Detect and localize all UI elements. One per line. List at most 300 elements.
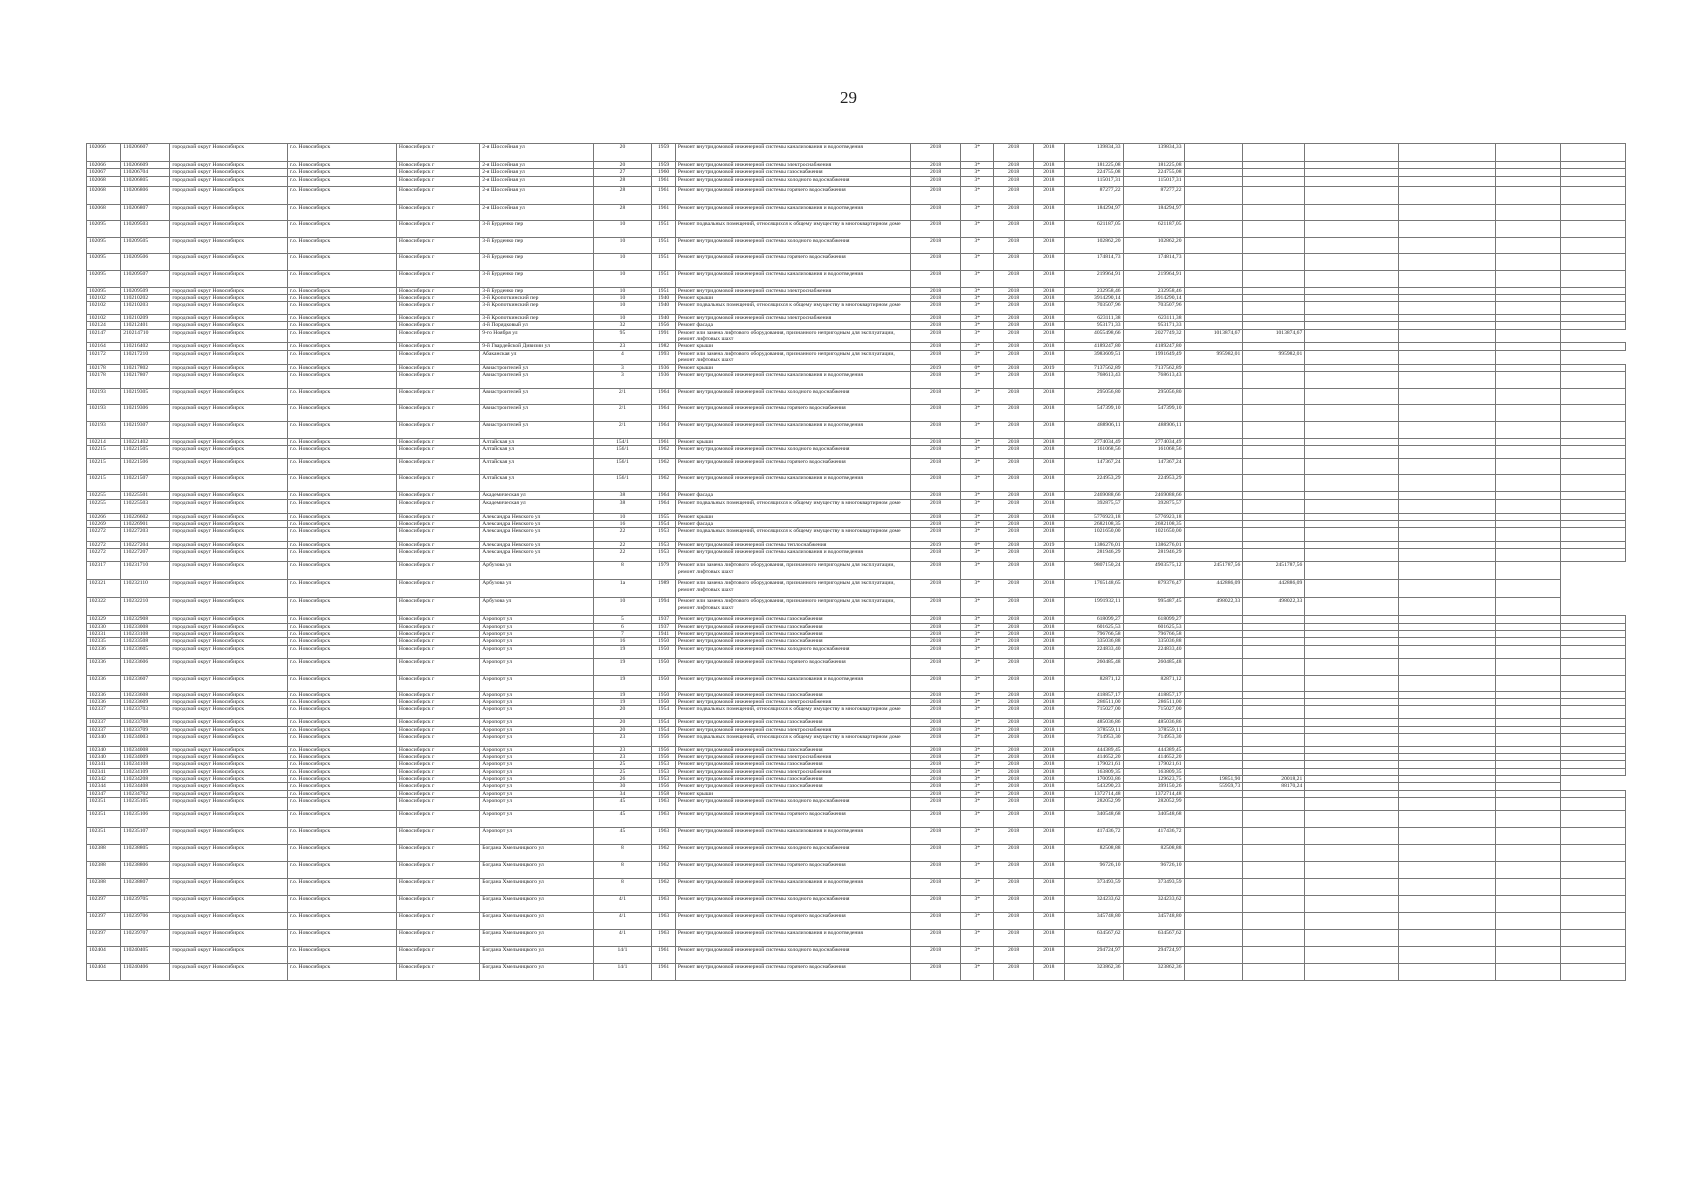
cell-extra-1 [1305,768,1399,775]
cell-fund-amount: 2027749,32 [1123,329,1184,343]
cell-end-year: 2018 [1033,638,1064,645]
cell-extra-4 [1560,726,1625,733]
cell-locality: Новосибирск г [396,287,479,294]
cell-status: 3* [961,706,994,719]
cell-settlement: г.о. Новосибирск [287,176,396,186]
cell-total-cost: 184294,97 [1064,204,1123,220]
cell-extra-1 [1305,645,1399,658]
cell-house-number: 20 [593,706,652,719]
cell-locality: Новосибирск г [396,631,479,638]
cell-locality: Новосибирск г [396,790,479,797]
cell-work-id: 110206807 [121,204,170,220]
cell-extra-3 [1495,768,1560,775]
cell-work-id: 110234408 [121,783,170,790]
cell-extra-1 [1305,776,1399,783]
cell-end-year: 2018 [1033,204,1064,220]
cell-municipality: городской округ Новосибирск [170,691,288,698]
cell-status: 3* [961,144,994,162]
table-row [87,691,1626,698]
cell-settlement: г.о. Новосибирск [287,929,396,946]
cell-house-number: 16 [593,520,652,527]
cell-extra-1 [1305,404,1399,421]
cell-end-year: 2018 [1033,790,1064,797]
cell-extra-2 [1399,645,1495,658]
cell-budget-amount-2 [1243,144,1305,162]
cell-municipality: городской округ Новосибирск [170,912,288,929]
table-row [87,371,1626,388]
cell-work-id: 110206607 [121,144,170,162]
cell-street: 3-й Бурденко пер [480,237,593,253]
cell-budget-amount-2 [1243,371,1305,388]
cell-status: 3* [961,371,994,388]
cell-planned-year: 2018 [910,169,960,176]
cell-locality: Новосибирск г [396,520,479,527]
cell-start-year: 2018 [994,810,1034,827]
cell-municipality: городской округ Новосибирск [170,446,288,459]
cell-municipality: городской округ Новосибирск [170,499,288,513]
cell-start-year: 2018 [994,459,1034,475]
cell-locality: Новосибирск г [396,186,479,204]
cell-status: 3* [961,675,994,691]
cell-extra-3 [1495,645,1560,658]
cell-status: 3* [961,421,994,438]
cell-extra-4 [1560,912,1625,929]
cell-planned-year: 2018 [910,963,960,980]
cell-settlement: г.о. Новосибирск [287,878,396,895]
cell-settlement: г.о. Новосибирск [287,237,396,253]
cell-start-year: 2018 [994,719,1034,726]
table-row [87,719,1626,726]
cell-locality: Новосибирск г [396,343,479,350]
cell-end-year: 2018 [1033,645,1064,658]
cell-extra-3 [1495,220,1560,237]
cell-total-cost: 1386276,01 [1064,542,1123,549]
cell-house-number: 10 [593,237,652,253]
cell-budget-amount-2 [1243,542,1305,549]
cell-settlement: г.о. Новосибирск [287,719,396,726]
cell-build-year: 1964 [652,404,676,421]
cell-settlement: г.о. Новосибирск [287,598,396,616]
cell-work-id: 110219307 [121,421,170,438]
cell-planned-year: 2018 [910,371,960,388]
cell-budget-amount-1 [1184,404,1243,421]
cell-budget-amount-2 [1243,797,1305,810]
cell-work-type: Ремонт внутридомовой инженерной системы канализования и водоотведения [675,421,910,438]
cell-house-id: 102066 [87,162,121,169]
cell-extra-2 [1399,220,1495,237]
cell-build-year: 1950 [652,691,676,698]
cell-total-cost: 715027,00 [1064,706,1123,719]
cell-status: 3* [961,726,994,733]
cell-status: 3* [961,499,994,513]
cell-municipality: городской округ Новосибирск [170,562,288,580]
table-row [87,623,1626,630]
cell-extra-1 [1305,631,1399,638]
cell-extra-4 [1560,421,1625,438]
cell-status: 3* [961,343,994,350]
cell-budget-amount-1 [1184,421,1243,438]
cell-budget-amount-2 [1243,322,1305,329]
cell-street: Аэропорт ул [480,768,593,775]
cell-locality: Новосибирск г [396,294,479,301]
cell-extra-1 [1305,162,1399,169]
cell-total-cost: 634567,62 [1064,929,1123,946]
cell-budget-amount-2 [1243,638,1305,645]
cell-work-id: 110233607 [121,675,170,691]
cell-budget-amount-1 [1184,315,1243,322]
table-row [87,706,1626,719]
cell-locality: Новосибирск г [396,675,479,691]
cell-total-cost: 417436,72 [1064,827,1123,844]
cell-settlement: г.о. Новосибирск [287,499,396,513]
cell-locality: Новосибирск г [396,270,479,287]
cell-budget-amount-1 [1184,513,1243,520]
cell-locality: Новосибирск г [396,421,479,438]
cell-house-number: 45 [593,810,652,827]
cell-street: 9-й Гвардейской Дивизии ул [480,343,593,350]
cell-work-type: Ремонт внутридомовой инженерной системы холодного водоснабжения [675,446,910,459]
table-row [87,350,1626,364]
cell-budget-amount-1 [1184,691,1243,698]
cell-extra-4 [1560,946,1625,963]
cell-start-year: 2018 [994,691,1034,698]
cell-budget-amount-1 [1184,878,1243,895]
cell-extra-1 [1305,733,1399,746]
cell-locality: Новосибирск г [396,658,479,675]
cell-settlement: г.о. Новосибирск [287,186,396,204]
cell-extra-4 [1560,878,1625,895]
cell-extra-1 [1305,371,1399,388]
cell-budget-amount-1 [1184,895,1243,912]
cell-work-id: 110233703 [121,706,170,719]
cell-planned-year: 2018 [910,895,960,912]
cell-house-number: 156/1 [593,475,652,492]
cell-status: 3* [961,761,994,768]
cell-street: Аэропорт ул [480,733,593,746]
cell-build-year: 1963 [652,797,676,810]
cell-total-cost: 163809,35 [1064,768,1123,775]
cell-street: 2-я Шоссейная ул [480,144,593,162]
cell-municipality: городской округ Новосибирск [170,343,288,350]
cell-municipality: городской округ Новосибирск [170,302,288,315]
cell-extra-1 [1305,719,1399,726]
cell-work-id: 110240405 [121,946,170,963]
cell-street: Арбузова ул [480,580,593,598]
cell-work-type: Ремонт внутридомовой инженерной системы канализования и водоотведения [675,371,910,388]
cell-fund-amount: 224833,40 [1123,645,1184,658]
cell-end-year: 2018 [1033,253,1064,270]
cell-planned-year: 2018 [910,719,960,726]
cell-end-year: 2019 [1033,542,1064,549]
cell-extra-1 [1305,929,1399,946]
table-row [87,929,1626,946]
cell-start-year: 2018 [994,287,1034,294]
cell-extra-4 [1560,797,1625,810]
cell-status: 3* [961,562,994,580]
cell-work-id: 110233605 [121,645,170,658]
cell-extra-1 [1305,549,1399,562]
cell-fund-amount: 224755,08 [1123,169,1184,176]
cell-budget-amount-1 [1184,302,1243,315]
cell-municipality: городской округ Новосибирск [170,315,288,322]
cell-budget-amount-1 [1184,963,1243,980]
cell-street: Богдана Хмельницкого ул [480,878,593,895]
cell-budget-amount-2 [1243,220,1305,237]
cell-work-id: 110206704 [121,169,170,176]
table-row [87,844,1626,861]
cell-work-type: Ремонт внутридомовой инженерной системы канализования и водоотведения [675,270,910,287]
cell-extra-1 [1305,204,1399,220]
cell-start-year: 2018 [994,946,1034,963]
cell-build-year: 1954 [652,706,676,719]
cell-extra-1 [1305,861,1399,878]
cell-start-year: 2018 [994,698,1034,705]
cell-extra-1 [1305,542,1399,549]
cell-extra-2 [1399,204,1495,220]
cell-locality: Новосибирск г [396,350,479,364]
cell-work-id: 110233508 [121,638,170,645]
cell-extra-3 [1495,726,1560,733]
cell-planned-year: 2018 [910,438,960,445]
cell-street: 3-й Кропоткинский пер [480,294,593,301]
cell-municipality: городской округ Новосибирск [170,421,288,438]
cell-end-year: 2018 [1033,844,1064,861]
cell-work-type: Ремонт внутридомовой инженерной системы газоснабжения [675,691,910,698]
cell-build-year: 1941 [652,631,676,638]
capital-repair-table-container [86,143,1626,981]
cell-work-type: Ремонт внутридомовой инженерной системы горячего водоснабжения [675,404,910,421]
cell-build-year: 1959 [652,162,676,169]
cell-status: 3* [961,513,994,520]
cell-house-number: 23 [593,746,652,753]
cell-settlement: г.о. Новосибирск [287,169,396,176]
cell-work-type: Ремонт внутридомовой инженерной системы электроснабжения [675,698,910,705]
cell-street: Абаканская ул [480,350,593,364]
cell-house-number: 19 [593,698,652,705]
cell-work-type: Ремонт внутридомовой инженерной системы холодного водоснабжения [675,946,910,963]
table-row [87,438,1626,445]
cell-extra-3 [1495,294,1560,301]
cell-start-year: 2018 [994,421,1034,438]
cell-build-year: 1962 [652,844,676,861]
cell-start-year: 2018 [994,598,1034,616]
cell-municipality: городской округ Новосибирск [170,513,288,520]
cell-start-year: 2018 [994,754,1034,761]
cell-start-year: 2018 [994,675,1034,691]
cell-municipality: городской округ Новосибирск [170,844,288,861]
cell-locality: Новосибирск г [396,499,479,513]
cell-planned-year: 2018 [910,827,960,844]
cell-work-type: Ремонт внутридомовой инженерной системы газоснабжения [675,783,910,790]
cell-total-cost: 1765148,65 [1064,580,1123,598]
cell-extra-2 [1399,542,1495,549]
cell-fund-amount: 547399,10 [1123,404,1184,421]
cell-budget-amount-1 [1184,270,1243,287]
cell-total-cost: 444389,45 [1064,746,1123,753]
cell-settlement: г.о. Новосибирск [287,446,396,459]
cell-house-number: 25 [593,768,652,775]
cell-extra-3 [1495,237,1560,253]
cell-start-year: 2018 [994,706,1034,719]
cell-locality: Новосибирск г [396,598,479,616]
table-row [87,562,1626,580]
cell-extra-1 [1305,302,1399,315]
cell-build-year: 1954 [652,726,676,733]
cell-budget-amount-2 [1243,169,1305,176]
cell-locality: Новосибирск г [396,645,479,658]
cell-budget-amount-1 [1184,492,1243,499]
cell-house-id: 102336 [87,698,121,705]
cell-budget-amount-2 [1243,302,1305,315]
cell-house-number: 28 [593,204,652,220]
cell-house-number: 27 [593,169,652,176]
cell-house-id: 102068 [87,176,121,186]
cell-end-year: 2018 [1033,580,1064,598]
cell-total-cost: 414652,20 [1064,754,1123,761]
cell-status: 3* [961,253,994,270]
cell-municipality: городской округ Новосибирск [170,371,288,388]
cell-budget-amount-2 [1243,719,1305,726]
cell-budget-amount-2 [1243,499,1305,513]
cell-end-year: 2018 [1033,499,1064,513]
cell-locality: Новосибирск г [396,878,479,895]
cell-work-id: 110217210 [121,350,170,364]
cell-extra-4 [1560,542,1625,549]
cell-street: Алтайская ул [480,438,593,445]
cell-extra-3 [1495,162,1560,169]
cell-extra-4 [1560,404,1625,421]
cell-municipality: городской округ Новосибирск [170,176,288,186]
cell-build-year: 1956 [652,322,676,329]
cell-start-year: 2018 [994,580,1034,598]
cell-locality: Новосибирск г [396,438,479,445]
table-row [87,329,1626,343]
cell-fund-amount: 129623,75 [1123,776,1184,783]
cell-start-year: 2018 [994,322,1034,329]
cell-total-cost: 286511,00 [1064,698,1123,705]
cell-work-type: Ремонт внутридомовой инженерной системы горячего водоснабжения [675,658,910,675]
cell-street: 3-й Бурденко пер [480,287,593,294]
cell-status: 3* [961,810,994,827]
cell-status: 3* [961,204,994,220]
cell-locality: Новосибирск г [396,844,479,861]
cell-total-cost: 345748,80 [1064,912,1123,929]
cell-extra-2 [1399,302,1495,315]
cell-house-number: 38 [593,499,652,513]
cell-planned-year: 2018 [910,176,960,186]
cell-total-cost: 543290,23 [1064,783,1123,790]
cell-total-cost: 87277,22 [1064,186,1123,204]
cell-start-year: 2018 [994,162,1034,169]
cell-extra-2 [1399,790,1495,797]
cell-status: 3* [961,459,994,475]
cell-settlement: г.о. Новосибирск [287,623,396,630]
cell-budget-amount-1 [1184,446,1243,459]
cell-budget-amount-2 [1243,459,1305,475]
cell-settlement: г.о. Новосибирск [287,475,396,492]
table-row [87,912,1626,929]
cell-extra-4 [1560,658,1625,675]
cell-total-cost: 2774034,49 [1064,438,1123,445]
cell-extra-4 [1560,638,1625,645]
cell-street: Александра Невского ул [480,513,593,520]
cell-start-year: 2018 [994,364,1034,371]
cell-work-id: 110234208 [121,776,170,783]
cell-municipality: городской округ Новосибирск [170,528,288,542]
cell-house-number: 2/1 [593,388,652,404]
cell-total-cost: 9807150,24 [1064,562,1123,580]
cell-extra-1 [1305,562,1399,580]
cell-extra-4 [1560,844,1625,861]
cell-total-cost: 82508,88 [1064,844,1123,861]
cell-start-year: 2018 [994,343,1034,350]
cell-end-year: 2018 [1033,691,1064,698]
cell-extra-2 [1399,878,1495,895]
cell-extra-3 [1495,761,1560,768]
cell-budget-amount-1 [1184,169,1243,176]
cell-street: 2-я Шоссейная ул [480,176,593,186]
cell-total-cost: 170093,86 [1064,776,1123,783]
cell-start-year: 2018 [994,270,1034,287]
cell-extra-3 [1495,371,1560,388]
cell-build-year: 1953 [652,768,676,775]
cell-work-id: 110233708 [121,719,170,726]
cell-extra-3 [1495,438,1560,445]
cell-extra-4 [1560,459,1625,475]
cell-house-id: 102347 [87,790,121,797]
cell-build-year: 1964 [652,492,676,499]
table-row [87,421,1626,438]
table-row [87,963,1626,980]
cell-end-year: 2018 [1033,562,1064,580]
cell-budget-amount-1 [1184,706,1243,719]
cell-build-year: 1950 [652,638,676,645]
table-row [87,204,1626,220]
cell-start-year: 2018 [994,499,1034,513]
cell-budget-amount-1 [1184,499,1243,513]
cell-start-year: 2018 [994,797,1034,810]
cell-build-year: 1961 [652,438,676,445]
cell-work-type: Ремонт внутридомовой инженерной системы газоснабжения [675,169,910,176]
cell-house-id: 102329 [87,616,121,623]
cell-house-id: 102102 [87,315,121,322]
cell-locality: Новосибирск г [396,329,479,343]
cell-extra-1 [1305,623,1399,630]
cell-end-year: 2018 [1033,797,1064,810]
cell-street: Аэропорт ул [480,761,593,768]
cell-extra-2 [1399,520,1495,527]
cell-work-id: 110206805 [121,176,170,186]
cell-municipality: городской округ Новосибирск [170,698,288,705]
cell-budget-amount-2: 442886,09 [1243,580,1305,598]
cell-house-number: 20 [593,144,652,162]
cell-settlement: г.о. Новосибирск [287,253,396,270]
cell-work-id: 110233608 [121,691,170,698]
cell-street: Авиастроителей ул [480,364,593,371]
cell-street: 9-го Ноября ул [480,329,593,343]
cell-work-type: Ремонт внутридомовой инженерной системы горячего водоснабжения [675,186,910,204]
cell-end-year: 2018 [1033,698,1064,705]
cell-extra-3 [1495,844,1560,861]
cell-status: 3* [961,698,994,705]
cell-fund-amount: 7137562,89 [1123,364,1184,371]
cell-street: 2-я Шоссейная ул [480,169,593,176]
cell-house-number: 4/1 [593,895,652,912]
cell-budget-amount-1 [1184,797,1243,810]
cell-extra-2 [1399,388,1495,404]
table-row [87,783,1626,790]
cell-end-year: 2018 [1033,733,1064,746]
